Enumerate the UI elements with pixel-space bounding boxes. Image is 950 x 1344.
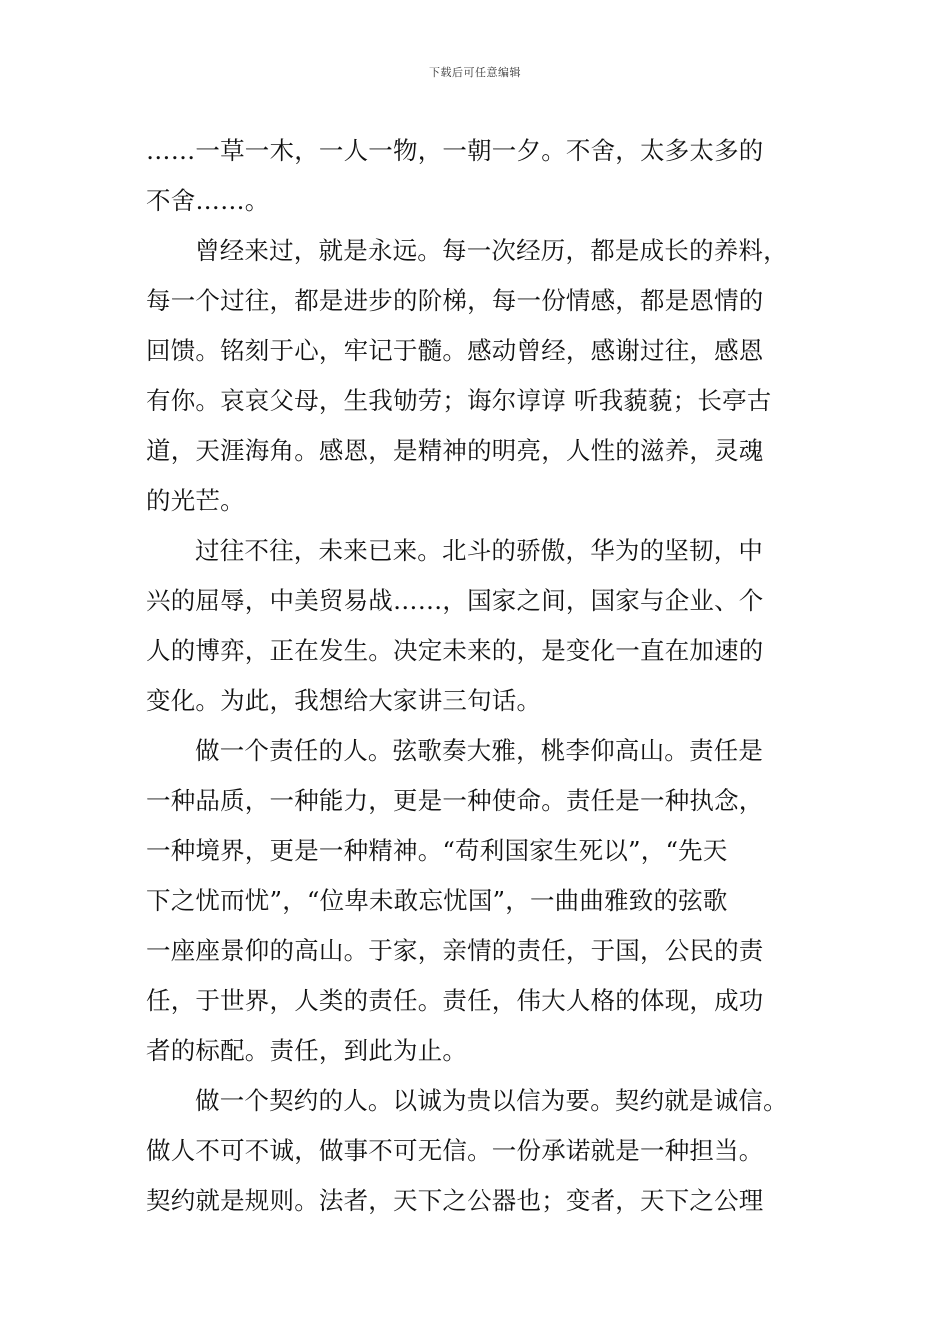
text-line: 不舍……。 — [146, 186, 270, 215]
text-line: 做一个责任的人。弦歌奏大雅，桃李仰高山。责任是 — [195, 736, 764, 765]
text-line: 兴的屈辱，中美贸易战……，国家之间，国家与企业、个 — [146, 586, 764, 615]
text-line: 过往不往，未来已来。北斗的骄傲，华为的坚韧，中 — [195, 536, 764, 565]
text-line: 做一个契约的人。以诚为贵以信为要。契约就是诚信。 — [195, 1086, 788, 1115]
text-line: ……一草一木，一人一物，一朝一夕。不舍，太多太多的 — [146, 136, 764, 165]
text-line: 下之忧而忧”，“位卑未敢忘忧国”，一曲曲雅致的弦歌 — [146, 886, 728, 915]
page-header: 下载后可任意编辑 — [429, 66, 521, 79]
text-line: 曾经来过，就是永远。每一次经历，都是成长的养料， — [195, 236, 788, 265]
document-body — [146, 126, 806, 1226]
text-line: 的光芒。 — [146, 486, 245, 515]
text-line: 做人不可不诚，做事不可无信。一份承诺就是一种担当。 — [146, 1136, 764, 1165]
text-line: 道，天涯海角。感恩，是精神的明亮，人性的滋养，灵魂 — [146, 436, 764, 465]
text-line: 回馈。铭刻于心，牢记于髓。感动曾经，感谢过往，感恩 — [146, 336, 764, 365]
text-line: 有你。哀哀父母，生我劬劳；诲尔谆谆 听我藐藐；长亭古 — [146, 386, 772, 415]
text-line: 每一个过往，都是进步的阶梯，每一份情感，都是恩情的 — [146, 286, 764, 315]
text-line: 一种境界，更是一种精神。“苟利国家生死以”，“先天 — [146, 836, 728, 865]
text-line: 一座座景仰的高山。于家，亲情的责任，于国，公民的责 — [146, 936, 764, 965]
text-line: 人的博弈，正在发生。决定未来的，是变化一直在加速的 — [146, 636, 764, 665]
text-line: 契约就是规则。法者，天下之公器也；变者，天下之公理 — [146, 1186, 764, 1215]
text-line: 者的标配。责任，到此为止。 — [146, 1036, 468, 1065]
text-line: 一种品质，一种能力，更是一种使命。责任是一种执念， — [146, 786, 764, 815]
text-line: 任，于世界，人类的责任。责任，伟大人格的体现，成功 — [146, 986, 764, 1015]
text-line: 变化。为此，我想给大家讲三句话。 — [146, 686, 542, 715]
